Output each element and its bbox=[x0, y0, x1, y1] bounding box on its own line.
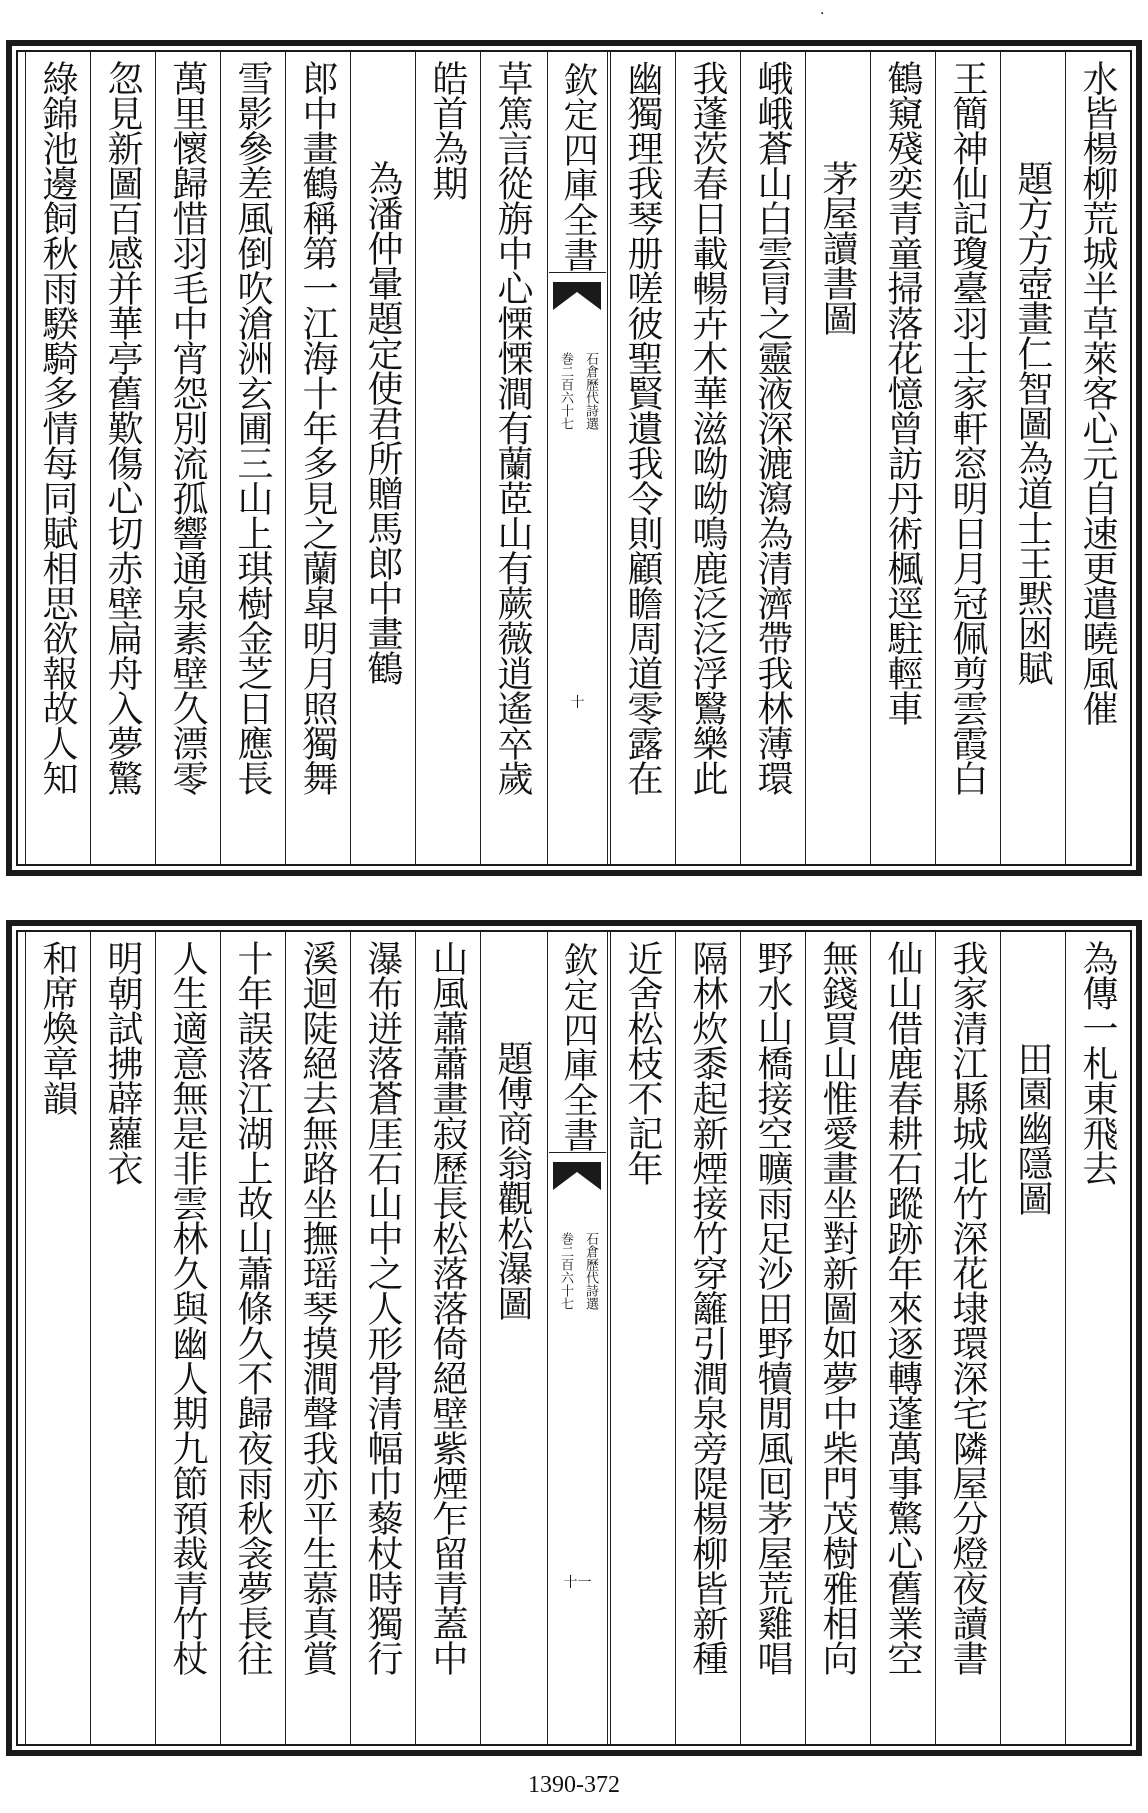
bottom-col-l7: 明朝試拂薜蘿衣 bbox=[102, 940, 143, 1185]
bottom-col-l2: 山風蕭蕭畫寂歷長松落落倚絕壁紫煙乍留青蓋中 bbox=[427, 940, 468, 1675]
bottom-col-r4: 仙山借鹿春耕石蹤跡年來逐轉蓬萬事驚心舊業空 bbox=[882, 940, 923, 1675]
top-col-r2: 題方方壺畫仁智圖為道士王黙囦賦 bbox=[1012, 160, 1053, 685]
bottom-col-l8: 和席煥章韻 bbox=[37, 940, 78, 1115]
bottom-spine-title: 欽定四庫全書 bbox=[549, 942, 606, 1153]
top-col-l7: 忽見新圖百感并華亭舊歎傷心切赤壁扁舟入夢驚 bbox=[102, 60, 143, 795]
bottom-spine-book: 石倉歷代詩選 bbox=[583, 1232, 598, 1310]
top-col-r8: 幽獨理我琴册嗟彼聖賢遺我令則顧瞻周道零露在 bbox=[622, 60, 663, 795]
top-col-l6: 萬里懷歸惜羽毛中宵怨別流孤響通泉素壁久漂零 bbox=[167, 60, 208, 795]
top-col-l2: 皓首為期 bbox=[427, 60, 468, 200]
top-spine-page-number: 十 bbox=[570, 695, 585, 711]
top-center-spine bbox=[547, 52, 608, 864]
top-col-l4: 郎中畫鶴稱第一江海十年多見之蘭皐明月照獨舞 bbox=[297, 60, 338, 795]
top-spine-juan: 巻二百六十七 bbox=[558, 352, 573, 430]
bottom-spine-page-number: 十一 bbox=[563, 1575, 592, 1591]
bottom-col-r8: 近舍松枝不記年 bbox=[622, 940, 663, 1185]
bottom-page-frame bbox=[16, 930, 1132, 1746]
bottom-col-r5: 無錢買山惟愛畫坐對新圖如夢中柴門茂樹雅相向 bbox=[817, 940, 858, 1675]
bottom-col-r1: 為傳一札東飛去 bbox=[1077, 940, 1118, 1185]
bottom-col-l4: 溪迴陡絕去無路坐撫瑶琴摸澗聲我亦平生慕真賞 bbox=[297, 940, 338, 1675]
bottom-col-r6: 野水山橋接空曠雨足沙田野犢閒風囘茅屋荒雞唱 bbox=[752, 940, 793, 1675]
page-footer-number: 1390-372 bbox=[528, 1772, 620, 1798]
top-page-frame bbox=[16, 50, 1132, 866]
bottom-col-r2: 田園幽隱圖 bbox=[1012, 1040, 1053, 1215]
bottom-center-spine bbox=[547, 932, 608, 1744]
top-col-r5: 茅屋讀書圖 bbox=[817, 160, 858, 335]
top-col-r1: 水皆楊柳荒城半草萊客心元自速更遣曉風催 bbox=[1077, 60, 1118, 725]
fish-tail-icon bbox=[553, 282, 601, 310]
bottom-col-r3: 我家清江縣城北竹深花埭環深宅隣屋分燈夜讀書 bbox=[947, 940, 988, 1675]
top-col-r4: 鶴窺殘奕青童掃落花憶曾訪丹術楓逕駐輕車 bbox=[882, 60, 923, 725]
top-spine-book: 石倉歷代詩選 bbox=[583, 352, 598, 430]
top-col-r6: 峨峨蒼山白雲冐之靈液深漉瀉為清濟帶我林薄環 bbox=[752, 60, 793, 795]
top-col-r3: 王簡神仙記瓊臺羽士家軒窓明日月冠佩剪雲霞白 bbox=[947, 60, 988, 795]
top-col-l3: 為潘仲暈題定使君所贈馬郎中畫鶴 bbox=[362, 160, 403, 685]
bottom-col-l5: 十年誤落江湖上故山蕭條久不歸夜雨秋衾夢長往 bbox=[232, 940, 273, 1675]
bottom-col-l1: 題傅商翁觀松瀑圖 bbox=[492, 1040, 533, 1320]
bottom-col-l6: 人生適意無是非雲林久與幽人期九節預裁青竹杖 bbox=[167, 940, 208, 1675]
top-page bbox=[6, 40, 1142, 876]
bottom-col-l3: 瀑布迸落蒼厓石山中之人形骨清幅巾藜杖時獨行 bbox=[362, 940, 403, 1675]
bottom-col-r7: 隔林炊黍起新煙接竹穿籬引澗泉旁隄楊柳皆新種 bbox=[687, 940, 728, 1675]
top-col-l8: 綠錦池邊飼秋雨騤騎多情每同賦相思欲報故人知 bbox=[37, 60, 78, 795]
top-col-l5: 雪影參差風倒吹滄洲玄圃三山上琪樹金芝日應長 bbox=[232, 60, 273, 795]
bottom-page bbox=[6, 920, 1142, 1756]
header-mark: · bbox=[820, 6, 825, 22]
top-col-r7: 我蓬茨春日載暢卉木華滋呦呦鳴鹿泛泛浮鷖樂此 bbox=[687, 60, 728, 795]
top-spine-title: 欽定四庫全書 bbox=[549, 62, 606, 273]
top-col-l1: 草篤言從旃中心慄慄澗有蘭茝山有蕨薇逍遙卒歲 bbox=[492, 60, 533, 795]
fish-tail-icon bbox=[553, 1162, 601, 1190]
bottom-spine-juan: 巻二百六十七 bbox=[558, 1232, 573, 1310]
